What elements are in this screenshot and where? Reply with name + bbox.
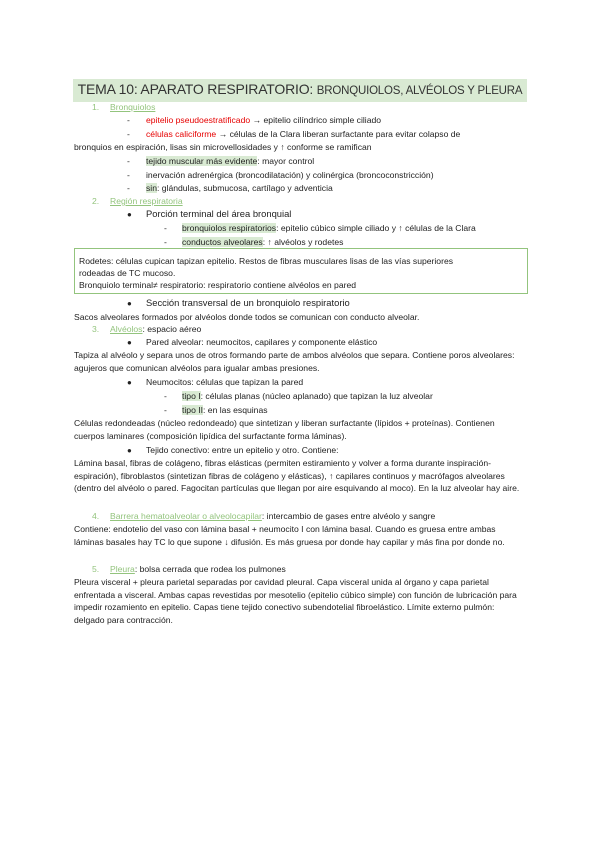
dash-bullet: - [127, 115, 130, 125]
section-3-number: 3. [92, 324, 100, 334]
note-line-1: Rodetes: células cupican tapizan epitelio. Restos de fibras musculares lisas de las vías superiores [79, 256, 454, 266]
list-item: tipo I: células planas (núcleo aplanado) que tapizan la luz alveolar [182, 391, 433, 401]
dash-bullet: - [127, 183, 130, 193]
paragraph: Lámina basal, fibras de colágeno, fibras elásticas (permiten estiramiento y volver a forma durante inspiración-espiración), fibroblastos (sintetizan fibras de colágeno y elásticas), ↑ capilares continuos y macrófagos alveolares (dentro del alvéolo o pared. Fagocitan partículas que llegan por aire esquivando al moco). En la luz alveolar hay aire. [74, 458, 520, 494]
section-4-number: 4. [92, 511, 100, 521]
paragraph: Tapiza al alvéolo y separa unos de otros formando parte de ambos alvéolos que separa. Contiene poros alveolares: agujeros que comunican alvéolos para igualar ambas presiones. [74, 350, 515, 373]
list-item-continuation: bronquios en espiración, lisas sin microvellosidades y ↑ conforme se ramifican [74, 142, 372, 152]
list-item: sin: glándulas, submucosa, cartílago y adventicia [146, 183, 333, 193]
list-item: tejido muscular más evidente: mayor control [146, 156, 315, 166]
title-block [0, 79, 600, 102]
dash-bullet: - [127, 170, 130, 180]
dot-bullet: ● [127, 338, 132, 347]
list-item: epitelio pseudoestratificado → epitelio cilíndrico simple ciliado [146, 115, 382, 125]
bullet-item: Pared alveolar: neumocitos, capilares y componente elástico [146, 337, 378, 347]
list-item: tipo II: en las esquinas [182, 405, 268, 415]
paragraph: Células redondeadas (núcleo redondeado) que sintetizan y liberan surfactante (lípidos + proteínas). Contienen cuerpos laminares (composición lipídica del surfactante forma láminas). [74, 418, 495, 441]
paragraph: Pleura visceral + pleura parietal separadas por cavidad pleural. Capa visceral unida al órgano y capa parietal enfrentada a visceral. Ambas capas revestidas por mesotelio (epitelio cúbico simple) con función de lubricación para impedir rozamiento en epitelio. Capas tiene tejido conectivo subendotelial fibroelástico. Límite externo pulmón: delgado para contracción. [74, 577, 517, 625]
dot-bullet: ● [127, 210, 132, 219]
dash-bullet: - [164, 405, 167, 415]
dash-bullet: - [164, 391, 167, 401]
list-item: inervación adrenérgica (broncodilatación) y colinérgica (broncoconstricción) [146, 170, 434, 180]
bullet-item: Neumocitos: células que tapizan la pared [146, 377, 304, 387]
title-main: TEMA 10: APARATO RESPIRATORIO: [77, 81, 314, 97]
dot-bullet: ● [127, 446, 132, 455]
section-1-heading: Bronquiolos [110, 102, 156, 112]
section-5-number: 5. [92, 564, 100, 574]
dot-bullet: ● [127, 299, 132, 308]
page-title [73, 79, 528, 102]
paragraph: Contiene: endotelio del vaso con lámina basal + neumocito I con lámina basal. Cuando es gruesa entre ambas láminas basales hay TC lo que supone ↓ difusión. Es más gruesa por donde hay capilar y más fina por donde no. [74, 524, 505, 547]
bullet-item: Porción terminal del área bronquial [146, 208, 292, 219]
title-sub: BRONQUIOLOS, ALVÉOLOS Y PLEURA [316, 85, 523, 97]
section-1-number: 1. [92, 102, 100, 112]
dash-bullet: - [164, 223, 167, 233]
section-2-heading: Región respiratoria [110, 196, 183, 206]
list-item: conductos alveolares: ↑ alvéolos y rodetes [182, 237, 344, 247]
section-5-heading: Pleura: bolsa cerrada que rodea los pulmones [110, 564, 286, 574]
note-box [74, 248, 528, 294]
note-line-3: Bronquiolo terminal≠ respiratorio: respiratorio contiene alvéolos en pared [79, 280, 357, 290]
section-4-heading: Barrera hematoalveolar o alveolocapilar: intercambio de gases entre alvéolo y sangre [110, 511, 436, 521]
dash-bullet: - [164, 237, 167, 247]
note-line-2: rodeadas de TC mucoso. [79, 268, 176, 278]
list-item: bronquiolos respiratorios: epitelio cúbico simple ciliado y ↑ células de la Clara [182, 223, 476, 233]
paragraph: Sacos alveolares formados por alvéolos donde todos se comunican con conducto alveolar. [74, 312, 420, 322]
dash-bullet: - [127, 156, 130, 166]
bullet-item: Tejido conectivo: entre un epitelio y otro. Contiene: [146, 445, 339, 455]
list-item: células caliciforme → células de la Clara liberan surfactante para evitar colapso de [146, 129, 461, 139]
dash-bullet: - [127, 129, 130, 139]
section-2-number: 2. [92, 196, 100, 206]
dot-bullet: ● [127, 378, 132, 387]
section-3-heading: Alvéolos: espacio aéreo [110, 324, 202, 334]
bullet-item: Sección transversal de un bronquiolo respiratorio [146, 297, 350, 308]
